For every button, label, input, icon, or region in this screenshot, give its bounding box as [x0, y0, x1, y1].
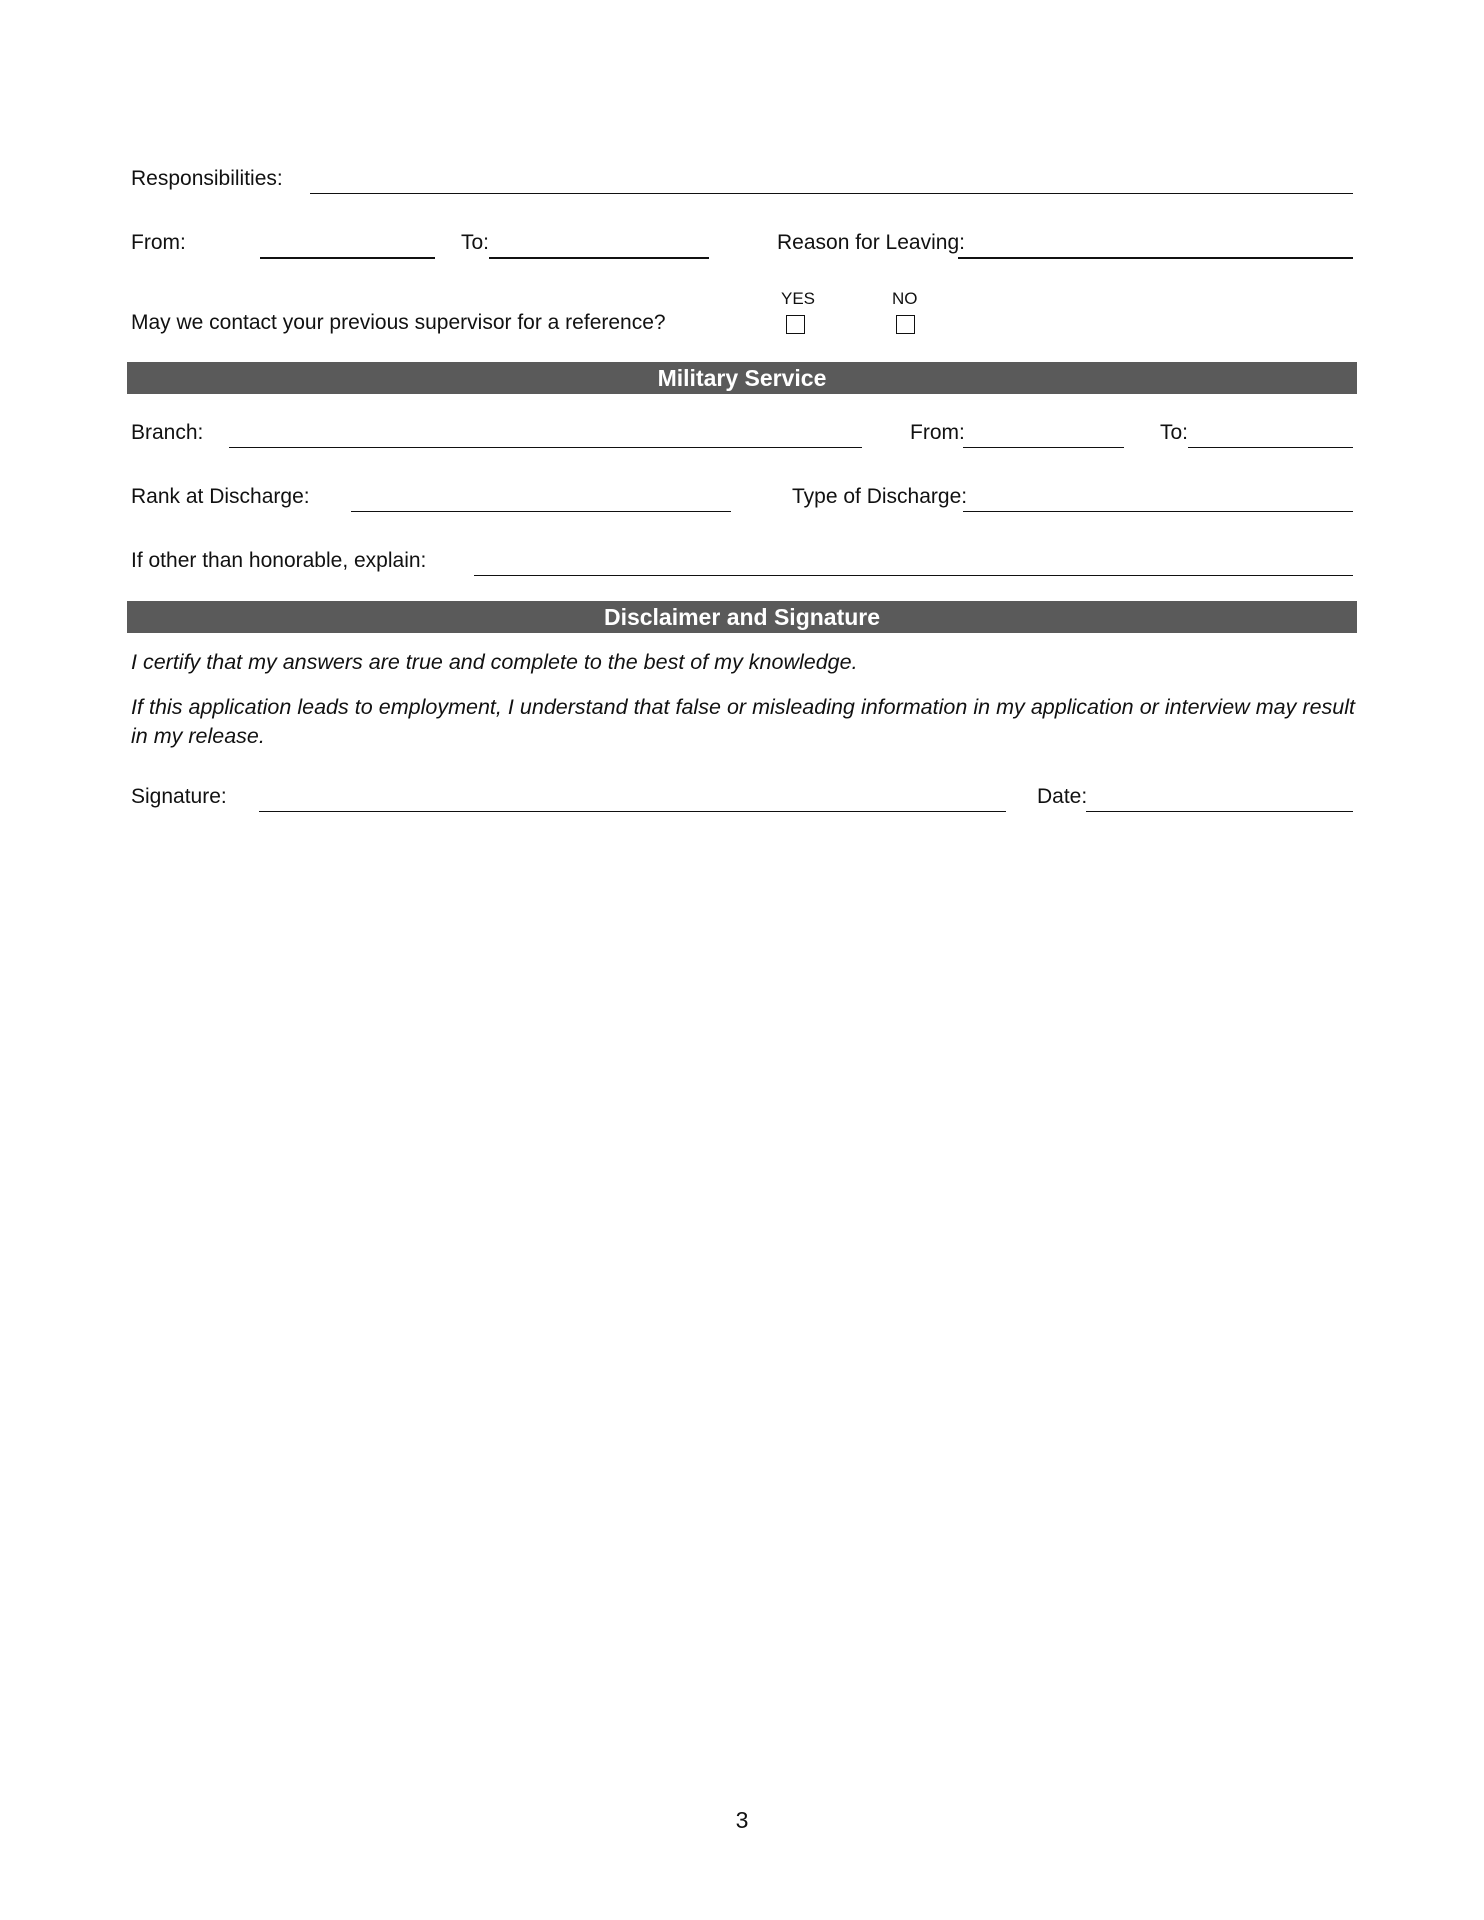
page-number: 3 [735, 1807, 749, 1833]
explain-label: If other than honorable, explain: [131, 549, 427, 572]
responsibilities-field[interactable] [310, 193, 1353, 194]
rank-at-discharge-label: Rank at Discharge: [131, 485, 310, 508]
explain-field[interactable] [474, 575, 1353, 576]
signature-field[interactable] [259, 811, 1006, 812]
reason-for-leaving-field[interactable] [958, 257, 1353, 259]
signature-label: Signature: [131, 785, 227, 808]
military-from-label: From: [910, 421, 965, 444]
disclaimer-header: Disclaimer and Signature [127, 601, 1357, 633]
certify-statement: I certify that my answers are true and complete to the best of my knowledge. [131, 650, 858, 674]
date-field[interactable] [1086, 811, 1353, 812]
contact-no-checkbox[interactable] [896, 315, 915, 334]
branch-field[interactable] [229, 447, 862, 448]
type-of-discharge-label: Type of Discharge: [792, 485, 968, 508]
employment-from-label: From: [131, 231, 186, 254]
reason-for-leaving-label: Reason for Leaving: [777, 231, 965, 254]
responsibilities-label: Responsibilities: [131, 167, 283, 190]
rank-at-discharge-field[interactable] [351, 511, 731, 512]
no-label: NO [892, 289, 918, 308]
military-to-field[interactable] [1188, 447, 1353, 448]
branch-label: Branch: [131, 421, 204, 444]
employment-from-field[interactable] [260, 257, 435, 259]
military-to-label: To: [1160, 421, 1189, 444]
contact-supervisor-question: May we contact your previous supervisor for a reference? [131, 311, 666, 334]
contact-yes-checkbox[interactable] [786, 315, 805, 334]
date-label: Date: [1037, 785, 1088, 808]
military-from-field[interactable] [963, 447, 1124, 448]
yes-label: YES [781, 289, 816, 308]
release-statement: If this application leads to employment, I understand that false or misleading information in my application or interview may result in my release. [131, 695, 1355, 748]
type-of-discharge-field[interactable] [963, 511, 1353, 512]
employment-to-field[interactable] [489, 257, 709, 259]
employment-to-label: To: [461, 231, 490, 254]
military-service-header: Military Service [127, 362, 1357, 394]
